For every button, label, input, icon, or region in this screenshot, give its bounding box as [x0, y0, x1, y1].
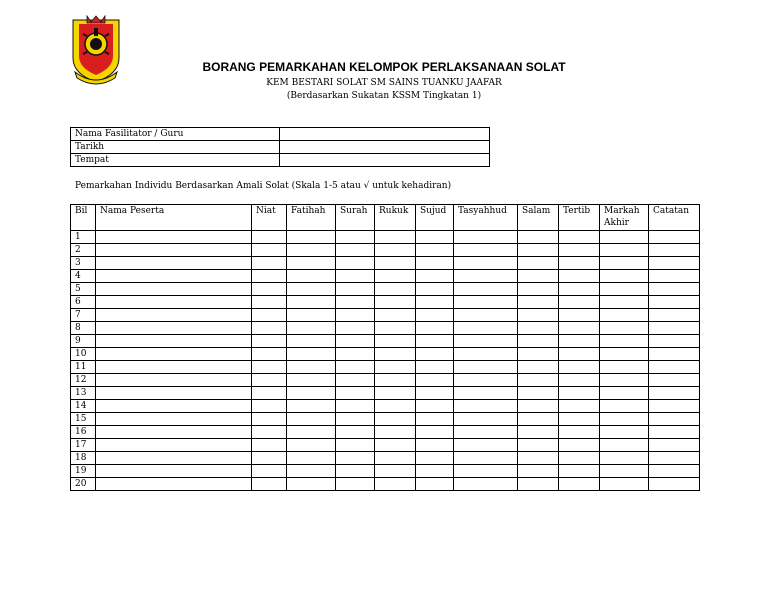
score-cell[interactable] [336, 257, 375, 270]
scoring-caption: Pemarkahan Individu Berdasarkan Amali Solat (Skala 1-5 atau √ untuk kehadiran) [75, 181, 452, 191]
score-cell[interactable] [454, 231, 518, 244]
score-cell[interactable] [416, 400, 454, 413]
table-row [71, 296, 700, 309]
score-cell[interactable] [600, 361, 649, 374]
score-cell[interactable] [454, 348, 518, 361]
row-number: 5 [71, 283, 96, 296]
score-cell[interactable] [416, 478, 454, 491]
score-cell[interactable] [518, 374, 559, 387]
info-row [71, 141, 490, 154]
row-number: 9 [71, 335, 96, 348]
score-cell[interactable] [649, 348, 700, 361]
score-cell[interactable] [416, 244, 454, 257]
score-cell[interactable] [252, 439, 287, 452]
score-cell[interactable] [600, 426, 649, 439]
score-cell[interactable] [600, 283, 649, 296]
column-header: Fatihah [287, 205, 336, 231]
score-cell[interactable] [287, 465, 336, 478]
score-cell[interactable] [96, 439, 252, 452]
row-number: 3 [71, 257, 96, 270]
table-row [71, 426, 700, 439]
table-header-row [71, 205, 700, 231]
column-header: Salam [518, 205, 559, 231]
score-cell[interactable] [454, 309, 518, 322]
score-cell[interactable] [518, 257, 559, 270]
score-cell[interactable] [649, 296, 700, 309]
score-cell[interactable] [252, 452, 287, 465]
table-body [71, 231, 700, 491]
score-cell[interactable] [649, 322, 700, 335]
score-cell[interactable] [454, 465, 518, 478]
info-row [71, 128, 490, 141]
table-row [71, 452, 700, 465]
score-cell[interactable] [375, 465, 416, 478]
table-row [71, 387, 700, 400]
score-cell[interactable] [336, 309, 375, 322]
score-cell[interactable] [375, 413, 416, 426]
score-cell[interactable] [336, 231, 375, 244]
row-number: 13 [71, 387, 96, 400]
score-cell[interactable] [600, 374, 649, 387]
score-cell[interactable] [375, 296, 416, 309]
score-cell[interactable] [96, 426, 252, 439]
score-cell[interactable] [375, 257, 416, 270]
score-cell[interactable] [518, 387, 559, 400]
score-cell[interactable] [518, 348, 559, 361]
score-cell[interactable] [600, 231, 649, 244]
score-cell[interactable] [559, 231, 600, 244]
score-cell[interactable] [336, 400, 375, 413]
score-cell[interactable] [454, 322, 518, 335]
score-cell[interactable] [375, 309, 416, 322]
score-cell[interactable] [336, 270, 375, 283]
score-cell[interactable] [375, 478, 416, 491]
score-cell[interactable] [649, 257, 700, 270]
score-cell[interactable] [454, 387, 518, 400]
score-cell[interactable] [559, 426, 600, 439]
score-cell[interactable] [559, 322, 600, 335]
score-cell[interactable] [287, 296, 336, 309]
score-cell[interactable] [416, 426, 454, 439]
column-header: Rukuk [375, 205, 416, 231]
score-cell[interactable] [518, 361, 559, 374]
score-cell[interactable] [649, 270, 700, 283]
score-cell[interactable] [649, 309, 700, 322]
score-cell[interactable] [375, 361, 416, 374]
score-cell[interactable] [375, 231, 416, 244]
score-cell[interactable] [336, 387, 375, 400]
row-number: 7 [71, 309, 96, 322]
table-row [71, 439, 700, 452]
score-cell[interactable] [96, 348, 252, 361]
score-cell[interactable] [96, 270, 252, 283]
score-cell[interactable] [375, 439, 416, 452]
score-cell[interactable] [454, 244, 518, 257]
score-cell[interactable] [518, 270, 559, 283]
score-cell[interactable] [96, 231, 252, 244]
score-cell[interactable] [336, 348, 375, 361]
score-cell[interactable] [375, 387, 416, 400]
score-cell[interactable] [287, 283, 336, 296]
table-row [71, 257, 700, 270]
score-cell[interactable] [96, 452, 252, 465]
score-cell[interactable] [336, 478, 375, 491]
score-cell[interactable] [287, 270, 336, 283]
row-number: 19 [71, 465, 96, 478]
score-cell[interactable] [375, 374, 416, 387]
row-number: 11 [71, 361, 96, 374]
score-cell[interactable] [559, 413, 600, 426]
score-cell[interactable] [600, 348, 649, 361]
score-cell[interactable] [600, 387, 649, 400]
score-cell[interactable] [287, 452, 336, 465]
table-row [71, 478, 700, 491]
score-cell[interactable] [454, 270, 518, 283]
column-header: Bil [71, 205, 96, 231]
score-cell[interactable] [600, 478, 649, 491]
score-cell[interactable] [600, 270, 649, 283]
score-cell[interactable] [336, 465, 375, 478]
score-cell[interactable] [416, 257, 454, 270]
score-cell[interactable] [600, 439, 649, 452]
score-cell[interactable] [649, 478, 700, 491]
row-number: 10 [71, 348, 96, 361]
score-cell[interactable] [559, 270, 600, 283]
score-cell[interactable] [252, 413, 287, 426]
score-cell[interactable] [252, 335, 287, 348]
score-cell[interactable] [518, 413, 559, 426]
table-row [71, 283, 700, 296]
score-cell[interactable] [559, 465, 600, 478]
score-cell[interactable] [336, 335, 375, 348]
score-cell[interactable] [375, 283, 416, 296]
score-cell[interactable] [287, 257, 336, 270]
score-cell[interactable] [600, 452, 649, 465]
score-cell[interactable] [600, 257, 649, 270]
score-cell[interactable] [559, 244, 600, 257]
score-cell[interactable] [287, 374, 336, 387]
score-cell[interactable] [336, 244, 375, 257]
score-cell[interactable] [518, 296, 559, 309]
table-row [71, 322, 700, 335]
score-cell[interactable] [454, 361, 518, 374]
score-cell[interactable] [336, 283, 375, 296]
score-cell[interactable] [96, 478, 252, 491]
score-cell[interactable] [416, 335, 454, 348]
score-cell[interactable] [600, 244, 649, 257]
score-cell[interactable] [454, 426, 518, 439]
score-cell[interactable] [518, 335, 559, 348]
score-cell[interactable] [600, 335, 649, 348]
score-cell[interactable] [287, 348, 336, 361]
score-cell[interactable] [649, 426, 700, 439]
score-cell[interactable] [518, 322, 559, 335]
score-cell[interactable] [336, 452, 375, 465]
column-header: Niat [252, 205, 287, 231]
row-number: 12 [71, 374, 96, 387]
score-cell[interactable] [416, 283, 454, 296]
score-cell[interactable] [649, 335, 700, 348]
score-cell[interactable] [375, 244, 416, 257]
score-cell[interactable] [287, 400, 336, 413]
score-cell[interactable] [416, 309, 454, 322]
score-cell[interactable] [559, 335, 600, 348]
score-cell[interactable] [600, 400, 649, 413]
facilitator-info-table [70, 127, 490, 167]
score-cell[interactable] [375, 335, 416, 348]
table-row [71, 270, 700, 283]
score-cell[interactable] [96, 322, 252, 335]
score-cell[interactable] [518, 478, 559, 491]
score-cell[interactable] [336, 322, 375, 335]
score-cell[interactable] [649, 452, 700, 465]
column-header: Catatan [649, 205, 700, 231]
score-cell[interactable] [454, 400, 518, 413]
score-cell[interactable] [600, 309, 649, 322]
info-label: Nama Fasilitator / Guru [71, 128, 280, 141]
score-cell[interactable] [416, 231, 454, 244]
score-cell[interactable] [454, 478, 518, 491]
score-cell[interactable] [96, 244, 252, 257]
form-subtitle-syllabus: (Berdasarkan Sukatan KSSM Tingkatan 1) [286, 91, 482, 101]
score-cell[interactable] [518, 244, 559, 257]
score-cell[interactable] [416, 452, 454, 465]
score-cell[interactable] [649, 374, 700, 387]
score-cell[interactable] [375, 348, 416, 361]
score-cell[interactable] [96, 400, 252, 413]
column-header: Tertib [559, 205, 600, 231]
score-cell[interactable] [559, 257, 600, 270]
table-row [71, 244, 700, 257]
score-cell[interactable] [252, 374, 287, 387]
score-cell[interactable] [287, 322, 336, 335]
info-label: Tempat [71, 154, 280, 167]
score-cell[interactable] [252, 283, 287, 296]
score-cell[interactable] [96, 361, 252, 374]
score-cell[interactable] [96, 374, 252, 387]
score-cell[interactable] [96, 283, 252, 296]
score-cell[interactable] [336, 426, 375, 439]
score-cell[interactable] [559, 439, 600, 452]
score-cell[interactable] [649, 283, 700, 296]
table-row [71, 335, 700, 348]
score-cell[interactable] [375, 400, 416, 413]
score-cell[interactable] [454, 452, 518, 465]
score-cell[interactable] [252, 322, 287, 335]
score-cell[interactable] [559, 348, 600, 361]
row-number: 14 [71, 400, 96, 413]
score-cell[interactable] [287, 361, 336, 374]
score-cell[interactable] [454, 296, 518, 309]
score-cell[interactable] [559, 400, 600, 413]
column-header: Surah [336, 205, 375, 231]
score-cell[interactable] [287, 439, 336, 452]
score-cell[interactable] [518, 452, 559, 465]
score-cell[interactable] [454, 413, 518, 426]
score-cell[interactable] [416, 387, 454, 400]
score-cell[interactable] [649, 413, 700, 426]
score-cell[interactable] [416, 439, 454, 452]
info-row [71, 154, 490, 167]
score-cell[interactable] [518, 283, 559, 296]
table-row [71, 400, 700, 413]
score-cell[interactable] [416, 348, 454, 361]
score-cell[interactable] [287, 426, 336, 439]
score-cell[interactable] [252, 309, 287, 322]
score-cell[interactable] [454, 335, 518, 348]
form-title: BORANG PEMARKAHAN KELOMPOK PERLAKSANAAN SOLAT [202, 60, 566, 74]
score-cell[interactable] [375, 426, 416, 439]
score-cell[interactable] [252, 296, 287, 309]
score-cell[interactable] [559, 361, 600, 374]
score-cell[interactable] [287, 309, 336, 322]
score-cell[interactable] [252, 244, 287, 257]
table-row [71, 413, 700, 426]
score-cell[interactable] [559, 309, 600, 322]
info-value-field[interactable] [279, 141, 489, 154]
table-row [71, 465, 700, 478]
score-cell[interactable] [252, 361, 287, 374]
score-cell[interactable] [287, 231, 336, 244]
score-cell[interactable] [518, 426, 559, 439]
score-cell[interactable] [454, 283, 518, 296]
row-number: 17 [71, 439, 96, 452]
score-cell[interactable] [518, 400, 559, 413]
score-cell[interactable] [375, 452, 416, 465]
score-cell[interactable] [649, 400, 700, 413]
score-cell[interactable] [559, 478, 600, 491]
score-cell[interactable] [336, 374, 375, 387]
score-cell[interactable] [287, 387, 336, 400]
score-cell[interactable] [518, 439, 559, 452]
info-value-field[interactable] [279, 128, 489, 141]
score-cell[interactable] [287, 335, 336, 348]
score-cell[interactable] [287, 413, 336, 426]
score-cell[interactable] [649, 361, 700, 374]
score-cell[interactable] [600, 465, 649, 478]
table-row [71, 374, 700, 387]
score-cell[interactable] [96, 309, 252, 322]
column-header: Nama Peserta [96, 205, 252, 231]
table-row [71, 231, 700, 244]
score-cell[interactable] [287, 244, 336, 257]
info-value-field[interactable] [279, 154, 489, 167]
row-number: 20 [71, 478, 96, 491]
score-cell[interactable] [416, 270, 454, 283]
table-row [71, 361, 700, 374]
score-cell[interactable] [600, 413, 649, 426]
info-label: Tarikh [71, 141, 280, 154]
score-cell[interactable] [252, 231, 287, 244]
score-cell[interactable] [252, 465, 287, 478]
score-cell[interactable] [518, 309, 559, 322]
score-cell[interactable] [336, 361, 375, 374]
score-cell[interactable] [96, 465, 252, 478]
score-cell[interactable] [252, 478, 287, 491]
score-cell[interactable] [252, 270, 287, 283]
score-cell[interactable] [600, 296, 649, 309]
row-number: 8 [71, 322, 96, 335]
score-cell[interactable] [336, 439, 375, 452]
score-cell[interactable] [96, 335, 252, 348]
row-number: 16 [71, 426, 96, 439]
score-cell[interactable] [416, 465, 454, 478]
score-cell[interactable] [416, 374, 454, 387]
row-number: 15 [71, 413, 96, 426]
score-cell[interactable] [559, 283, 600, 296]
form-subtitle-camp: KEM BESTARI SOLAT SM SAINS TUANKU JAAFAR [266, 78, 502, 88]
score-cell[interactable] [287, 478, 336, 491]
score-cell[interactable] [600, 322, 649, 335]
score-cell[interactable] [649, 465, 700, 478]
score-cell[interactable] [336, 413, 375, 426]
score-cell[interactable] [454, 257, 518, 270]
school-crest-logo [69, 14, 123, 86]
row-number: 2 [71, 244, 96, 257]
score-cell[interactable] [96, 257, 252, 270]
score-cell[interactable] [252, 257, 287, 270]
score-cell[interactable] [96, 296, 252, 309]
column-header: Sujud [416, 205, 454, 231]
score-cell[interactable] [454, 374, 518, 387]
score-cell[interactable] [336, 296, 375, 309]
score-cell[interactable] [416, 413, 454, 426]
score-cell[interactable] [416, 361, 454, 374]
score-cell[interactable] [649, 231, 700, 244]
score-cell[interactable] [454, 439, 518, 452]
column-header: Markah Akhir [600, 205, 649, 231]
score-cell[interactable] [416, 296, 454, 309]
scoring-table [70, 204, 700, 491]
score-cell[interactable] [375, 322, 416, 335]
score-cell[interactable] [518, 465, 559, 478]
score-cell[interactable] [649, 387, 700, 400]
score-cell[interactable] [252, 387, 287, 400]
score-cell[interactable] [649, 244, 700, 257]
row-number: 4 [71, 270, 96, 283]
score-cell[interactable] [252, 348, 287, 361]
score-cell[interactable] [375, 270, 416, 283]
score-cell[interactable] [252, 400, 287, 413]
score-cell[interactable] [559, 452, 600, 465]
score-cell[interactable] [252, 426, 287, 439]
score-cell[interactable] [559, 296, 600, 309]
score-cell[interactable] [518, 231, 559, 244]
row-number: 18 [71, 452, 96, 465]
score-cell[interactable] [649, 439, 700, 452]
row-number: 1 [71, 231, 96, 244]
score-cell[interactable] [559, 387, 600, 400]
score-cell[interactable] [96, 413, 252, 426]
score-cell[interactable] [559, 374, 600, 387]
table-row [71, 309, 700, 322]
score-cell[interactable] [96, 387, 252, 400]
score-cell[interactable] [416, 322, 454, 335]
row-number: 6 [71, 296, 96, 309]
column-header: Tasyahhud [454, 205, 518, 231]
table-row [71, 348, 700, 361]
